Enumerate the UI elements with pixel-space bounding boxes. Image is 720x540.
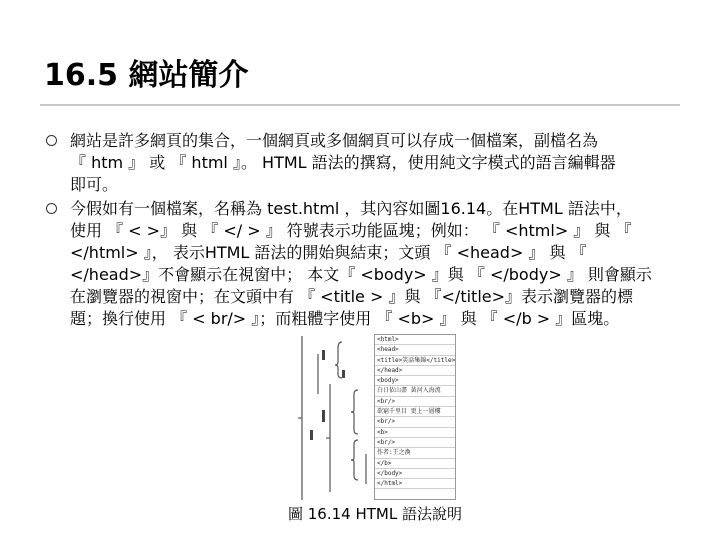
- bullet-line: 在瀏覽器的視窗中；在文頭中有 『 <title > 』與 『</title>』表示瀏覽器的標: [70, 287, 634, 306]
- block-braces-diagram: [296, 334, 376, 502]
- code-line: </b>: [375, 459, 455, 469]
- code-line: 白日依山盡 黃河入海流: [375, 386, 455, 396]
- bullet-line: </head>』不會顯示在視窗中； 本文『 <body> 』與 『 </body> 』 則會顯示: [70, 265, 652, 284]
- bullet-line: 即可。: [70, 175, 119, 194]
- bullet-item: [46, 130, 686, 196]
- code-line: <b>: [375, 428, 455, 438]
- code-line: <body>: [375, 376, 455, 386]
- code-line: <head>: [375, 345, 455, 355]
- bullet-line: </html> 』， 表示HTML 語法的開始與結束；文頭 『 <head> 』 與 『: [70, 243, 587, 262]
- bullet-line: 使用 『 < >』 與 『 </ > 』 符號表示功能區塊；例如： 『 <html> 』 與 『: [70, 221, 632, 240]
- title-divider: [40, 104, 680, 106]
- code-line: 作者:王之渙: [375, 448, 455, 458]
- slide-title: 16.5 網站簡介: [44, 58, 249, 93]
- circle-bullet-icon: [46, 203, 57, 214]
- html-syntax-figure: [296, 334, 506, 502]
- code-line: <br/>: [375, 397, 455, 407]
- code-line: <br/>: [375, 417, 455, 427]
- code-listing: [374, 334, 456, 500]
- bullet-line: 網站是許多網頁的集合，一個網頁或多個網頁可以存成一個檔案，副檔名為: [70, 131, 599, 150]
- code-line: 欲窮千里目 更上一層樓: [375, 407, 455, 417]
- circle-bullet-icon: [46, 135, 57, 146]
- bullet-line: 題；換行使用 『 < br/> 』；而粗體字使用 『 <b> 』 與 『 </b > 』區塊。: [70, 309, 620, 328]
- bullet-list: [46, 130, 686, 332]
- code-line: </body>: [375, 469, 455, 479]
- code-line: <title>笑話集錦</title>: [375, 356, 455, 366]
- bullet-line: 今假如有一個檔案，名稱為 test.html ，其內容如圖16.14。在HTML 語法中，: [70, 199, 632, 218]
- bullet-line: 『 htm 』 或 『 html 』。 HTML 語法的撰寫，使用純文字模式的語言編輯器: [70, 153, 616, 172]
- code-line: </head>: [375, 366, 455, 376]
- code-line: <br/>: [375, 438, 455, 448]
- code-line: <html>: [375, 335, 455, 345]
- brace-lines: [296, 334, 376, 502]
- figure-caption: 圖 16.14 HTML 語法說明: [288, 505, 462, 523]
- code-line: </html>: [375, 479, 455, 489]
- bullet-item: [46, 198, 686, 330]
